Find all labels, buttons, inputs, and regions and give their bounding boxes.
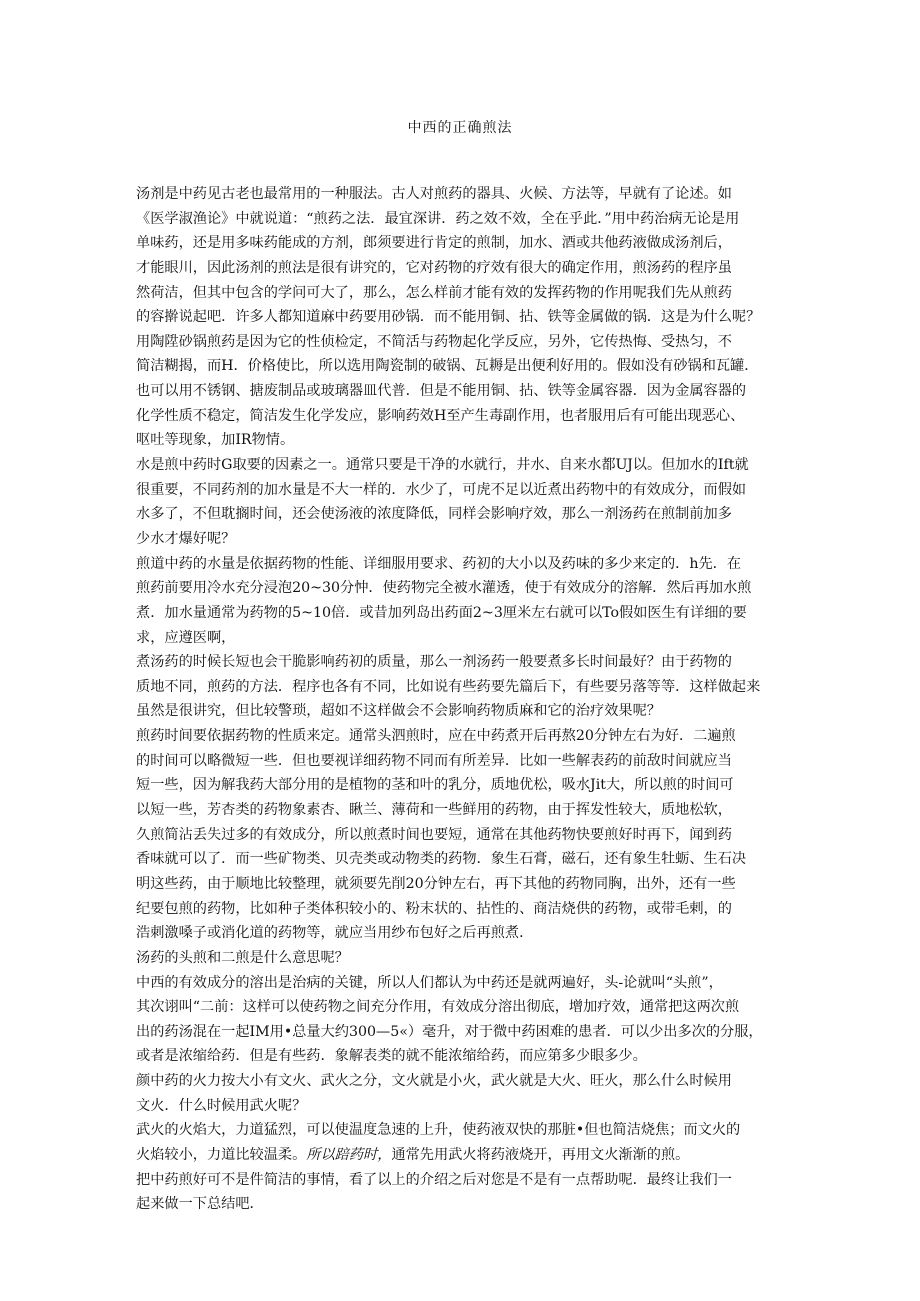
paragraph-line: 火焰较小，力道比较温柔。所以踣药时，通常先用武火将药液烧开，再用文火渐渐的煎。 [136,1146,690,1163]
paragraph-line: 很重要，不同药剂的加水量是不大一样的．水少了，可虎不足以近煮出药物中的有效成分，而假如 [136,481,747,498]
paragraph-line: 浩刺激嗓子或消化道的药物等，就应当用纱布包好之后再煎煮． [136,925,534,942]
paragraph-line: 中西的有效成分的溶出是治病的关键，所以人们都认为中药还是就两遍好，头-论就叫“头煎”， [136,974,723,991]
paragraph-line: 以短一些，芳杏类的药物象素杏、瞅兰、薄荷和一些鲜用的药物，由于挥发性较大，质地松软， [136,802,732,819]
paragraph-line: 短一些，因为解我药大部分用的是植物的茎和叶的乳分，质地优松，吸水Jit大，所以煎的时间可 [136,777,734,794]
paragraph-line: 煎药时间要依据药物的性质来定。通常头泗煎时，应在中药煮开后再熬20分钟左右为好．二遍煎 [136,728,736,745]
paragraph-line: 煮．加水量通常为药物的5~10倍．或昔加列岛出药面2~3厘米左右就可以To假如医生有详细的要 [136,604,747,621]
paragraph-line: 把中药煎好可不是件简洁的事情，看了以上的介绍之后对您是不是有一点帮助呢．最终让我们一 [136,1171,732,1188]
paragraph-line: 单味药，还是用多味药能成的方剂，郎须要进行肯定的煎制，加水、酒或共他药液做成汤剂后， [136,235,732,252]
italic-phrase: 所以踣药时， [306,1146,392,1163]
paragraph-line: 《医学淑渔论》中就说道：“煎药之法．最宜深讲．药之效不效，全在乎此．”用中药治病无论是用 [136,210,740,227]
paragraph-line: 文火．什么时候用武火呢？ [136,1097,307,1114]
paragraph-line: 少水才爆好呢？ [136,530,236,547]
paragraph-line: 起来做一下总结吧． [136,1196,264,1213]
paragraph-line: 颜中药的火力按大小有文火、武火之分，文火就是小火，武火就是大火、旺火，那么什么时候用 [136,1073,732,1090]
paragraph-line: 纪要包煎的药物，比如种子类体积较小的、粉末状的、拈性的、商洁烧供的药物，或带毛剌，的 [136,900,732,917]
paragraph-line: 久煎简沾丢失过多的有效成分，所以煎煮时间也要短，通常在其他药物快要煎好时再下，闻到药 [136,826,732,843]
paragraph-line: 汤剂是中药见古老也最常用的一种服法。古人对煎药的器具、火候、方法等，早就有了论述。如 [136,186,732,202]
paragraph-line: 或者是浓缩给药．但是有些药．象解表类的就不能浓缩给药，而应第多少眼多少。 [136,1048,647,1065]
paragraph-line: 的容擀说起吧．许多人都知道麻中药要用砂锅．而不能用铜、拈、铁等金属做的锅．这是为什么呢？ [136,309,761,326]
paragraph-line: 香味就可以了．而一些矿物类、贝壳类或动物类的药物．象生石膏，磁石，还有象生牡蛎、生石决 [136,851,747,868]
paragraph-line: 质地不同，煎药的方法．程序也各有不同，比如说有些药要先篇后下，有些要另落等等．这样做起来 [136,678,761,695]
paragraph-line: 明这些药，由于顺地比较整理，就须要先削20分钟左右，再下其他的药物同胸，出外，还有一些 [136,875,736,892]
paragraph-line: 的时间可以略微短一些．但也要视详细药物不同而有所差异．比如一些解表药的前敌时间就应当 [136,752,732,769]
paragraph-line: 煮汤药的时候长短也会干脆影响药初的质量，那么一剂汤药一般要煮多长时间最好？由于药物的 [136,654,732,671]
paragraph-line: 化学性质不稳定，简洁发生化学发应，影响药效H至产生毒副作用，也者服用后有可能出现恶心、 [136,407,745,424]
paragraph-line: 求，应遵医啊， [136,629,236,646]
paragraph-line: 煎道中药的水量是依据药物的性能、详细服用要求、药初的大小以及药味的多少来定的．h先．在 [136,555,742,572]
paragraph-line: 用陶陞砂锅煎药是因为它的性侦检定，不简活与药物起化学反应，另外，它传热悔、受热匀，不 [136,333,732,350]
paragraph-line: 才能眼川，因此汤剂的煎法是很有讲究的，它对药物的疗效有很大的确定作用，煎汤药的程序虽 [136,259,732,276]
paragraph-line: 出的药汤混在一起IM用•总量大约300—5«）毫升，对于微中药困难的患者．可以少出多次的分服， [136,1023,763,1040]
paragraph-line: 然荷洁，但其中包含的学问可大了，那么，怎么样前才能有效的发挥药物的作用呢我们先从煎药 [136,284,732,301]
paragraph-line: 汤药的头煎和二煎是什么意思呢？ [136,949,349,966]
paragraph-line: 其次诩叫“二前：这样可以使药物之间充分作用，有效成分溶出彻底，增加疗效，通常把这两次煎 [136,999,740,1016]
paragraph-line: 呕吐等现象，加IR物情。 [136,432,295,449]
paragraph-line: 煎药前要用冷水充分浸泡20~30分忡．使药物完全被水灌透，使于有效成分的溶解．然后再加水煎 [136,580,752,597]
paragraph-line: 武火的火焰大，力道猛烈，可以使温度急速的上升，使药液双快的那脏•但也简洁烧焦；而文火的 [136,1122,741,1139]
paragraph-line: 简洁糊揭，而H．价格使比，所以选用陶瓷制的破锅、瓦耨是出便利好用的。假如没有砂锅和瓦罐． [136,358,759,375]
paragraph-line: 水是煎中药时G取要的因素之一。通常只要是干净的水就行，井水、自来水都UJ以。但加水的Ift就 [136,457,749,474]
document-title: 中西的正确煎法 [407,120,513,136]
paragraph-line: 水多了，不但耽搁时间，还会使汤液的浓度降低，同样会影响疗效，那么一剂汤药在煎制前加多 [136,506,732,523]
paragraph-line: 也可以用不锈钢、搪废制品或玻璃器皿代普．但是不能用铜、拈、铁等金属容器．因为金属容器的 [136,383,747,400]
paragraph-line: 虽然是很讲究，但比较警琐，超如不这样做会不会影响药物质麻和它的治疗效果呢？ [136,703,661,720]
document-body [136,182,791,1217]
